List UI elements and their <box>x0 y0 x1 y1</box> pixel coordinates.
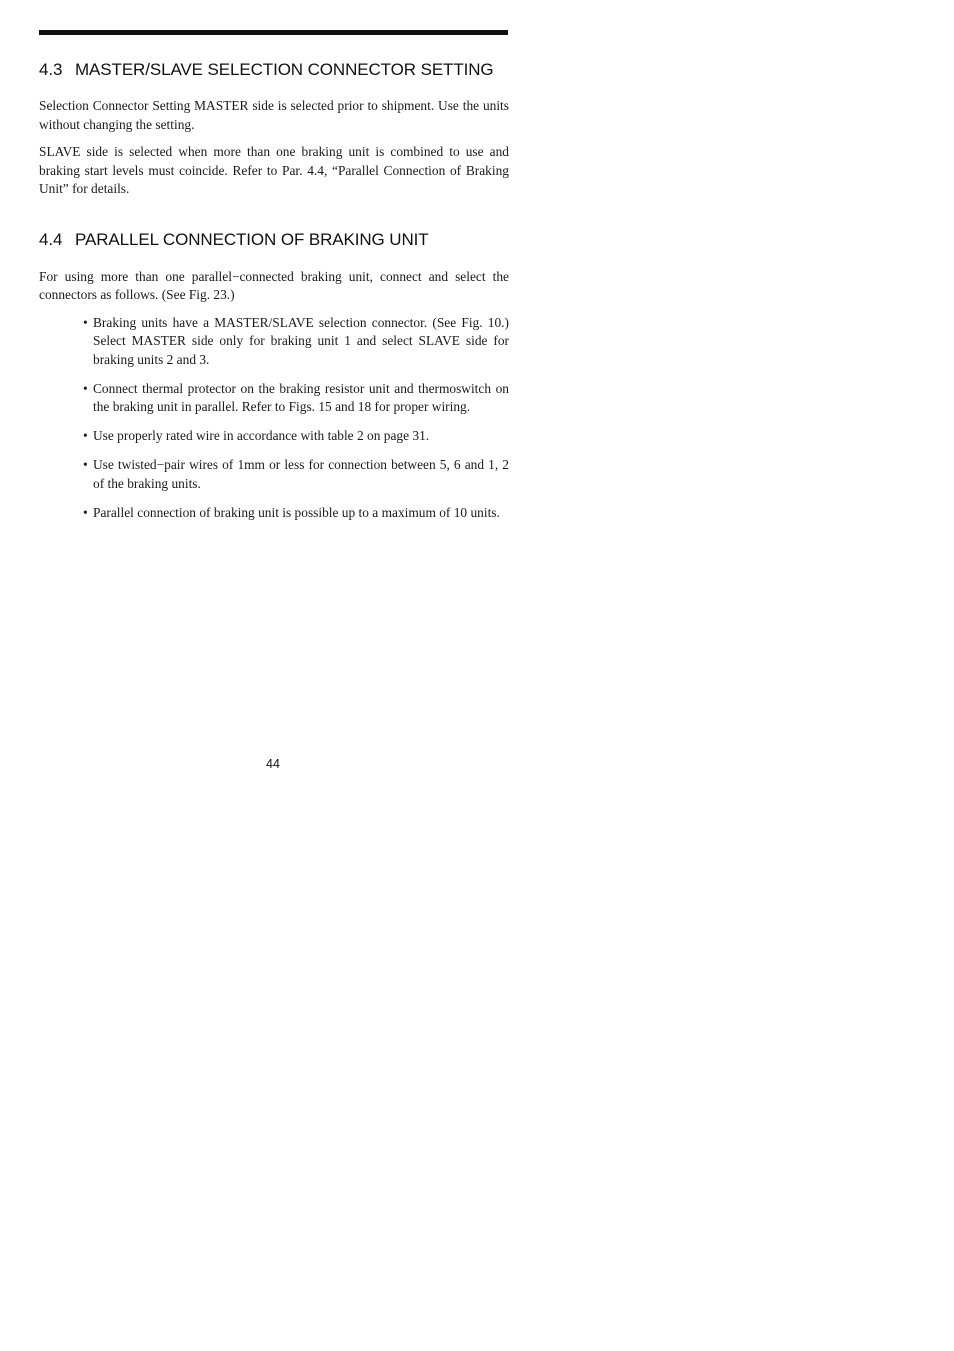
section-heading-4-4 <box>39 230 509 250</box>
section-title: MASTER/SLAVE SELECTION CONNECTOR SETTING <box>75 60 494 79</box>
paragraph: Selection Connector Setting MASTER side is selected prior to shipment. Use the units without changing the setting. <box>39 98 509 132</box>
paragraph: SLAVE side is selected when more than one braking unit is combined to use and braking start levels must coincide. Refer to Par. 4.4, “Parallel Connection of Braking Unit” for details. <box>39 144 509 196</box>
bullet-icon: • <box>83 504 88 520</box>
list-item <box>83 504 509 523</box>
bullet-icon: • <box>83 380 88 396</box>
bullet-icon: • <box>83 457 88 472</box>
section-heading-4-3 <box>39 60 509 80</box>
section-number: 4.4 <box>39 229 63 249</box>
list-item <box>83 380 509 417</box>
bullet-icon: • <box>83 314 88 330</box>
bullet-icon: • <box>83 428 88 443</box>
document-page <box>39 30 509 533</box>
list-item <box>83 314 509 370</box>
list-item-text: Connect thermal protector on the braking resistor unit and thermoswitch on the braking unit in parallel. Refer to Figs. 15 and 18 for proper wiring. <box>93 380 509 414</box>
list-item <box>83 456 509 493</box>
section-title: PARALLEL CONNECTION OF BRAKING UNIT <box>75 229 429 249</box>
bullet-list <box>39 314 509 523</box>
section-number: 4.3 <box>39 60 63 79</box>
list-item-text: Use properly rated wire in accordance with table 2 on page 31. <box>93 428 430 443</box>
page-number: 44 <box>266 757 280 771</box>
list-item <box>83 427 509 446</box>
paragraph: For using more than one parallel−connected braking unit, connect and select the connectors as follows. (See Fig. 23.) <box>39 268 509 302</box>
list-item-text: Braking units have a MASTER/SLAVE selection connector. (See Fig. 10.) Select MASTER side only for braking unit 1 and select SLAVE side for braking units 2 and 3. <box>93 314 509 367</box>
list-item-text: Use twisted−pair wires of 1mm or less for connection between 5, 6 and 1, 2 of the braking units. <box>93 457 509 491</box>
header-rule <box>39 30 508 35</box>
list-item-text: Parallel connection of braking unit is possible up to a maximum of 10 units. <box>93 504 500 520</box>
